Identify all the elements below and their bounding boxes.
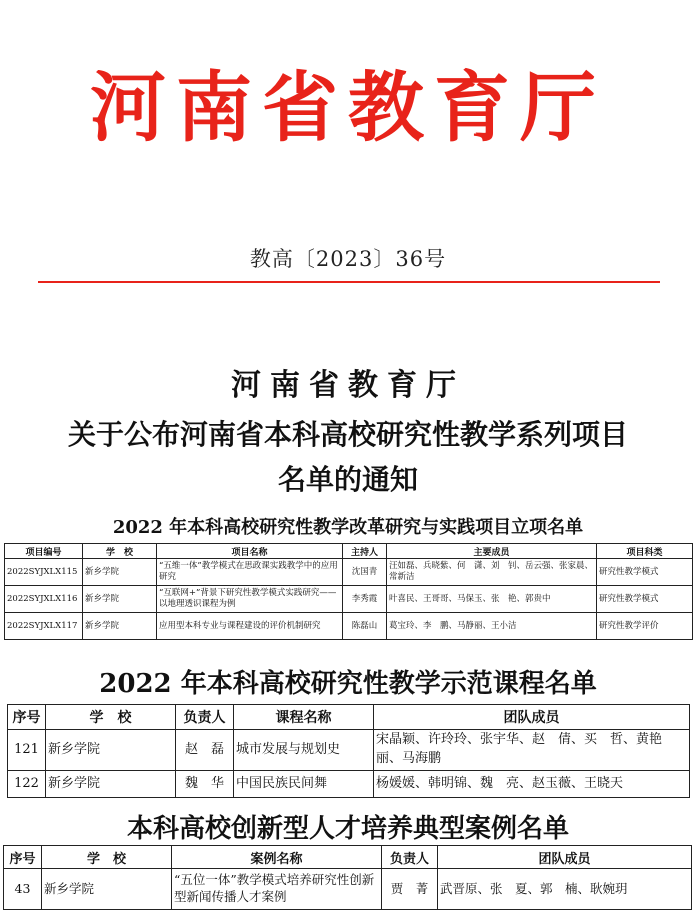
row-number: 121 — [8, 730, 46, 771]
col-header-project-name: 项目名称 — [157, 544, 343, 559]
table-row — [5, 586, 693, 613]
project-name: “互联网+”背景下研究性教学模式实践研究——以地理透识课程为例 — [157, 586, 343, 613]
case-name: “五位一体”教学模式培养研究性创新型新闻传播人才案例 — [172, 869, 382, 910]
col-header-school: 学 校 — [46, 705, 176, 730]
col-header-school: 学 校 — [83, 544, 157, 559]
school: 新乡学院 — [83, 586, 157, 613]
project-id: 2022SYJXLX116 — [5, 586, 83, 613]
school: 新乡学院 — [46, 771, 176, 798]
project-id: 2022SYJXLX115 — [5, 559, 83, 586]
case-studies-table — [3, 845, 692, 910]
school: 新乡学院 — [46, 730, 176, 771]
section2-title: 2022 年本科高校研究性教学示范课程名单 — [99, 669, 597, 699]
school: 新乡学院 — [83, 613, 157, 640]
col-header-no: 序号 — [4, 846, 42, 869]
col-header-course: 课程名称 — [234, 705, 374, 730]
col-header-members: 团队成员 — [438, 846, 692, 869]
section1-title: 2022 年本科高校研究性教学改革研究与实践项目立项名单 — [112, 517, 584, 538]
col-header-no: 序号 — [8, 705, 46, 730]
project-name: “五维一体”教学模式在思政课实践教学中的应用研究 — [157, 559, 343, 586]
host: 李秀霞 — [343, 586, 387, 613]
table-row — [4, 869, 692, 910]
table-header-row — [5, 544, 693, 559]
course-name: 城市发展与规划史 — [234, 730, 374, 771]
col-header-members: 主要成员 — [387, 544, 597, 559]
project-id: 2022SYJXLX117 — [5, 613, 83, 640]
category: 研究性教学模式 — [597, 559, 693, 586]
demo-courses-table — [7, 704, 690, 798]
red-divider-rule — [38, 281, 660, 283]
school: 新乡学院 — [42, 869, 172, 910]
course-name: 中国民族民间舞 — [234, 771, 374, 798]
col-header-lead: 负责人 — [382, 846, 438, 869]
row-number: 43 — [4, 869, 42, 910]
issuer-masthead: 河南省教育厅 — [90, 63, 606, 152]
notice-issuer: 河南省教育厅 — [231, 368, 465, 403]
category: 研究性教学模式 — [597, 586, 693, 613]
host: 沈国青 — [343, 559, 387, 586]
lead: 赵 磊 — [176, 730, 234, 771]
research-projects-table — [4, 543, 693, 640]
section3-title: 本科高校创新型人才培养典型案例名单 — [126, 814, 569, 844]
table-header-row — [4, 846, 692, 869]
members: 武晋原、张 夏、郭 楠、耿婉玥 — [438, 869, 692, 910]
col-header-project-id: 项目编号 — [5, 544, 83, 559]
col-header-host: 主持人 — [343, 544, 387, 559]
table-row — [8, 730, 690, 771]
members: 葛宝玲、李 鹏、马静丽、王小洁 — [387, 613, 597, 640]
members: 杨媛媛、韩明锦、魏 亮、赵玉薇、王晓天 — [374, 771, 690, 798]
members: 汪如磊、兵晓紫、何 潇、刘 钊、岳云强、张家晨、常新洁 — [387, 559, 597, 586]
col-header-members: 团队成员 — [374, 705, 690, 730]
notice-title-line-2: 名单的通知 — [277, 463, 418, 496]
table-row — [8, 771, 690, 798]
members: 叶喜民、王哥哥、马保玉、张 艳、郭贵中 — [387, 586, 597, 613]
lead: 贾 菁 — [382, 869, 438, 910]
lead: 魏 华 — [176, 771, 234, 798]
col-header-school: 学 校 — [42, 846, 172, 869]
project-name: 应用型本科专业与课程建设的评价机制研究 — [157, 613, 343, 640]
category: 研究性教学评价 — [597, 613, 693, 640]
table-header-row — [8, 705, 690, 730]
school: 新乡学院 — [83, 559, 157, 586]
col-header-case: 案例名称 — [172, 846, 382, 869]
row-number: 122 — [8, 771, 46, 798]
col-header-category: 项目科类 — [597, 544, 693, 559]
document-number: 教高〔2023〕36号 — [249, 247, 447, 271]
members: 宋晶颖、许玲玲、张宇华、赵 倩、买 哲、黄艳丽、马海鹏 — [374, 730, 690, 771]
table-row — [5, 559, 693, 586]
col-header-lead: 负责人 — [176, 705, 234, 730]
notice-title-line-1: 关于公布河南省本科高校研究性教学系列项目 — [67, 418, 628, 451]
table-row — [5, 613, 693, 640]
host: 陈磊山 — [343, 613, 387, 640]
